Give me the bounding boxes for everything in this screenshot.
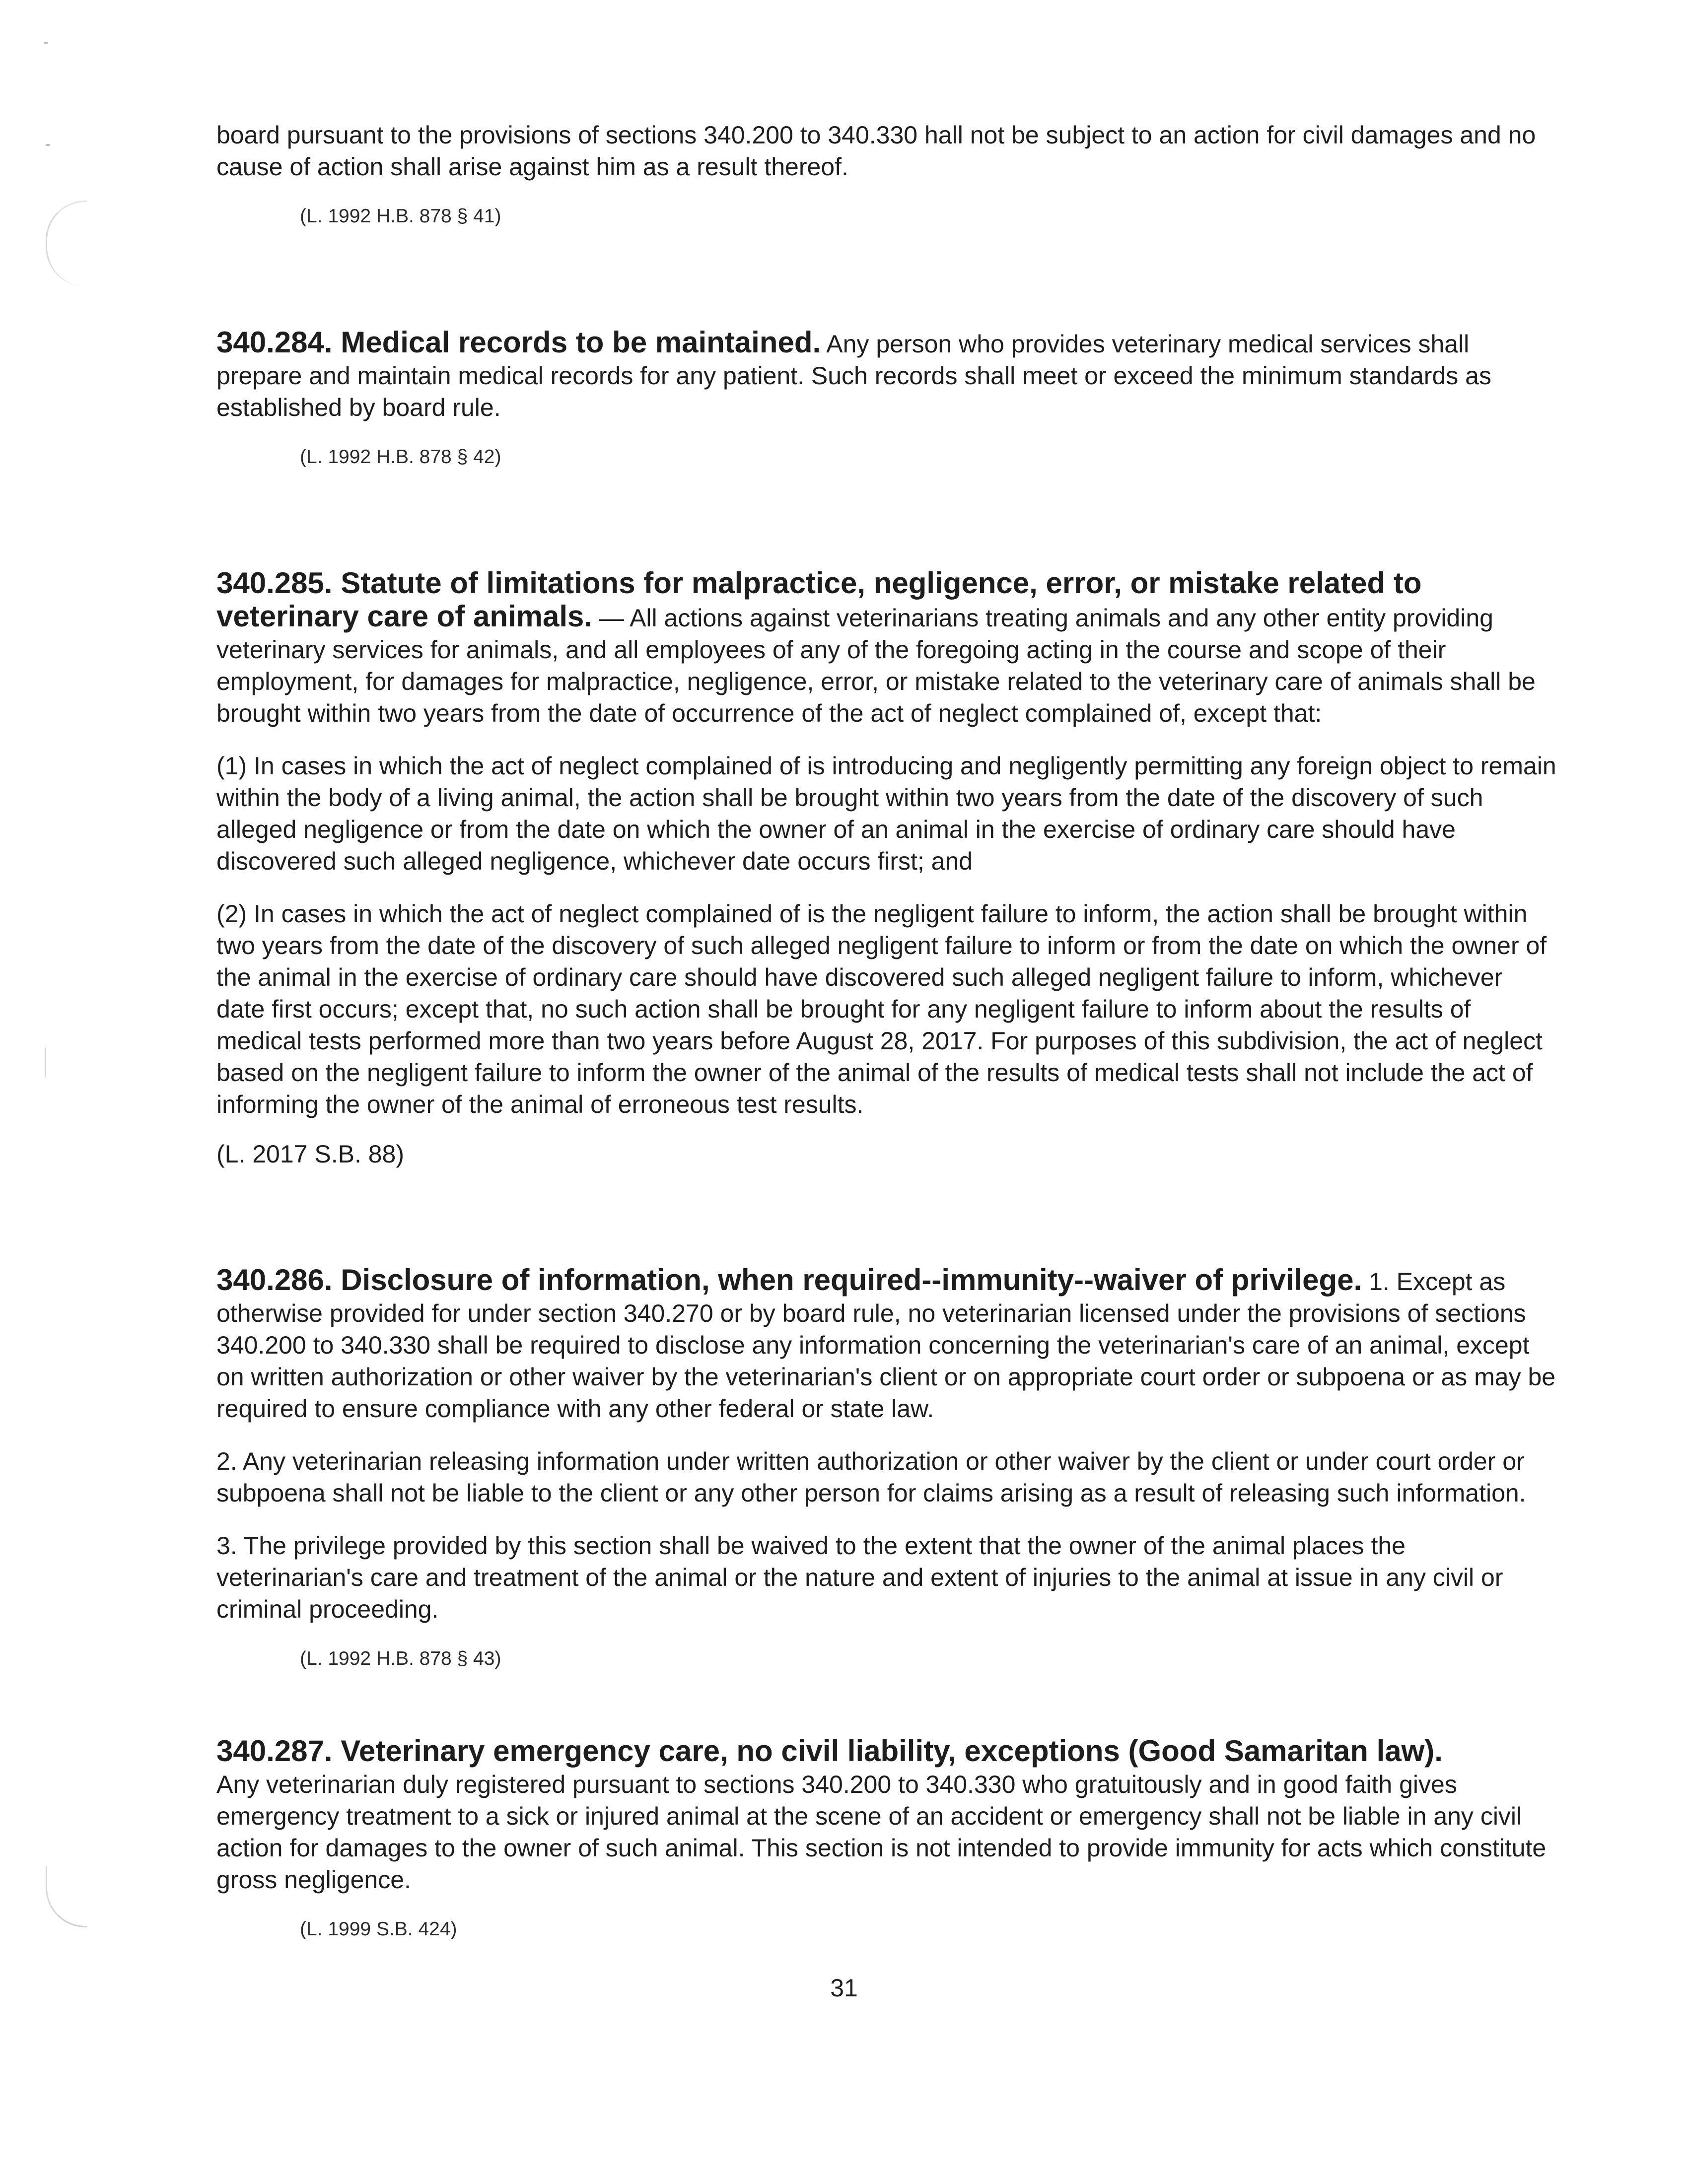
scan-mark — [45, 1047, 46, 1077]
citation: (L. 1992 H.B. 878 § 43) — [300, 1648, 501, 1669]
paragraph-continuation: board pursuant to the provisions of sections 340.200 to 340.330 hall not be subject to an action for civil damages and no cause of action shall arise against him as a result thereof. — [216, 121, 1536, 181]
section-heading: 340.286. Disclosure of information, when required--immunity--waiver of privilege. — [216, 1263, 1362, 1297]
section-340-287-heading — [216, 1735, 1557, 1769]
subsection-3: 3. The privilege provided by this section shall be waived to the extent that the owner of the animal places the veterinarian's care and treatment of the animal or the nature and extent of injuries to the animal at issue in any civil or criminal proceeding. — [216, 1532, 1503, 1623]
subdivision-2: (2) In cases in which the act of neglect complained of is the negligent failure to inform, the action shall be brought within two years from the date of the discovery of such alleged negligent failure to inform or from the date on which the owner of the animal in the exercise of ordinary care should have discovered such alleged negligent failure to inform, whichever date first occurs; except that, no such action shall be brought for any negligent failure to inform about the results of medical tests performed more than two years before August 28, 2017. For purposes of this subdivision, the act of neglect based on the negligent failure to inform the owner of the animal of the results of medical tests shall not include the act of informing the owner of the animal of erroneous test results. — [216, 900, 1547, 1118]
section-text: — All actions against veterinarians treating animals and any other entity providing veterinary services for animals, and all employees of any of the foregoing acting in the course and scope of their employment, for damages for malpractice, negligence, error, or mistake related to the veterinary care of animals shall be brought within two years from the date of occurrence of the act of neglect complained of, except that: — [216, 604, 1536, 727]
section-text: Any veterinarian duly registered pursuant to sections 340.200 to 340.330 who gratuitously and in good faith gives emergency treatment to a sick or injured animal at the scene of an accident or emergency shall not be liable in any civil action for damages to the owner of such animal. This section is not intended to provide immunity for acts which constitute gross negligence. — [216, 1771, 1547, 1894]
section-heading: 340.284. Medical records to be maintained. — [216, 326, 821, 359]
section-heading: 340.287. Veterinary emergency care, no civil liability, exceptions (Good Samaritan law). — [216, 1734, 1443, 1768]
section-heading: 340.285. Statute of limitations for malpractice, negligence, error, or mistake related to veterinary care of animals. — [216, 566, 1422, 633]
citation: (L. 1999 S.B. 424) — [300, 1918, 457, 1940]
citation: (L. 1992 H.B. 878 § 42) — [300, 446, 501, 468]
section-text: Any person who provides veterinary medical services shall prepare and maintain medical records for any patient. Such records shall meet or exceed the minimum standards as established by board rule. — [216, 330, 1491, 421]
punch-hole-shadow — [46, 1866, 87, 1927]
document-body — [216, 119, 1557, 1942]
page-number: 31 — [830, 1974, 858, 2002]
scan-mark — [44, 42, 48, 44]
subdivision-1: (1) In cases in which the act of neglect complained of is introducing and negligently permitting any foreign object to remain within the body of a living animal, the action shall be brought within two years from the date of the discovery of such alleged negligence or from the date on which the owner of an animal in the exercise of ordinary care should have discovered such alleged negligence, whichever date occurs first; and — [216, 752, 1556, 875]
section-340-284 — [216, 327, 1557, 423]
section-340-285 — [216, 567, 1557, 729]
citation: (L. 1992 H.B. 878 § 41) — [300, 205, 501, 227]
punch-hole-shadow — [46, 201, 87, 286]
subsection-2: 2. Any veterinarian releasing information under written authorization or other waiver by the client or under court order or subpoena shall not be liable to the client or any other person for claims arising as a result of releasing such information. — [216, 1447, 1526, 1507]
section-text: 1. Except as otherwise provided for under section 340.270 or by board rule, no veterinarian licensed under the provisions of sections 340.200 to 340.330 shall be required to disclose any information concerning the veterinarian's care of an animal, except on written authorization or other waiver by the veterinarian's client or on appropriate court order or subpoena or as may be required to ensure compliance with any other federal or state law. — [216, 1268, 1556, 1423]
scan-mark — [46, 144, 50, 146]
citation: (L. 2017 S.B. 88) — [216, 1140, 405, 1168]
section-340-286 — [216, 1264, 1557, 1425]
